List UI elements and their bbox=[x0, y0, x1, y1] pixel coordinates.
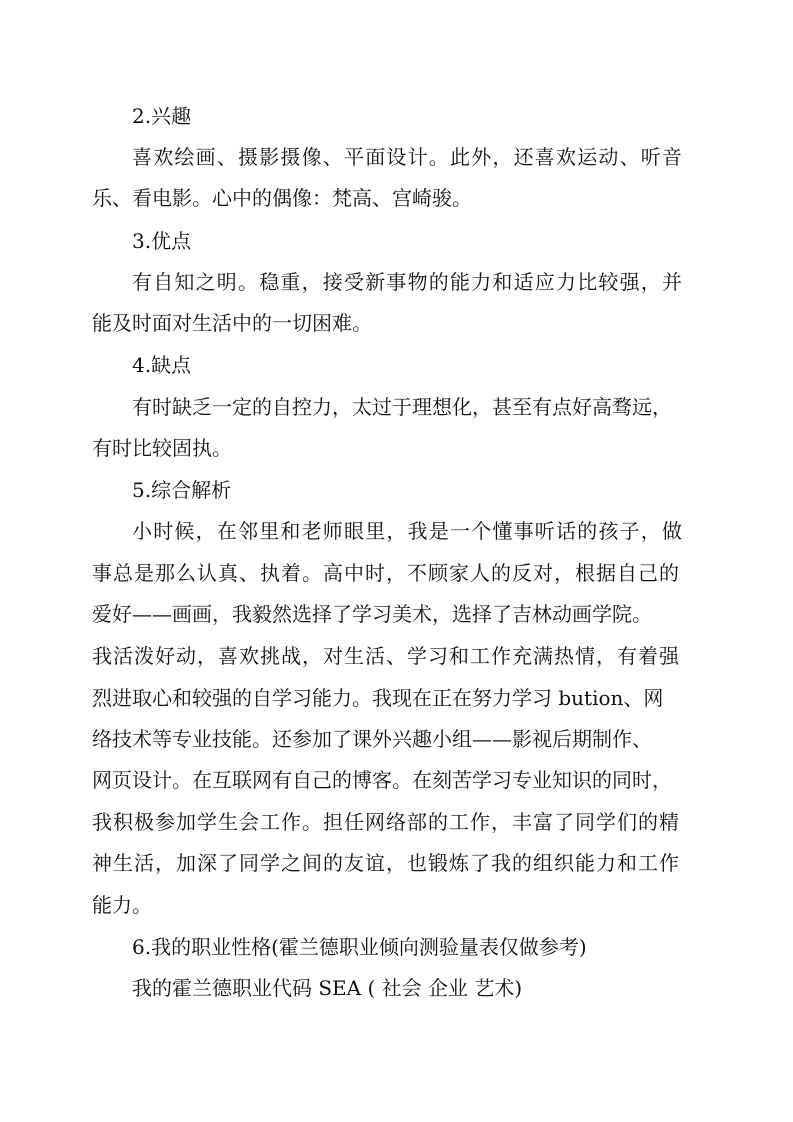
paragraph-line: 能力。 bbox=[92, 893, 152, 917]
section-heading-analysis: 5.综合解析 bbox=[132, 478, 232, 502]
paragraph-line: 喜欢绘画、摄影摄像、平面设计。此外，还喜欢运动、听音 bbox=[132, 145, 684, 169]
paragraph-line: 我活泼好动，喜欢挑战，对生活、学习和工作充满热情，有着强 bbox=[92, 644, 680, 668]
section-heading-weaknesses: 4.缺点 bbox=[132, 353, 192, 377]
paragraph-line: 爱好——画画，我毅然选择了学习美术，选择了吉林动画学院。 bbox=[92, 602, 652, 626]
section-heading-interests: 2.兴趣 bbox=[132, 104, 192, 128]
paragraph-line: 能及时面对生活中的一切困难。 bbox=[92, 311, 372, 335]
paragraph-line: 有时缺乏一定的自控力，太过于理想化，甚至有点好高骛远， bbox=[132, 395, 672, 419]
paragraph-line: 网页设计。在互联网有自己的博客。在刻苦学习专业知识的同时， bbox=[92, 768, 672, 792]
section-heading-strengths: 3.优点 bbox=[132, 229, 192, 253]
paragraph-line: 有时比较固执。 bbox=[92, 436, 232, 460]
paragraph-line: 神生活，加深了同学之间的友谊，也锻炼了我的组织能力和工作 bbox=[92, 851, 680, 875]
paragraph-line: 乐、看电影。心中的偶像：梵高、宫崎骏。 bbox=[92, 186, 472, 210]
paragraph-line: 络技术等专业技能。还参加了课外兴趣小组——影视后期制作、 bbox=[92, 727, 652, 751]
paragraph-line: 我的霍兰德职业代码 SEA ( 社会 企业 艺术) bbox=[132, 976, 523, 1000]
paragraph-line: 小时候，在邻里和老师眼里，我是一个懂事听话的孩子，做 bbox=[132, 519, 684, 543]
paragraph-line: 我积极参加学生会工作。担任网络部的工作，丰富了同学们的精 bbox=[92, 810, 680, 834]
paragraph-line: 有自知之明。稳重，接受新事物的能力和适应力比较强，并 bbox=[132, 270, 684, 294]
section-heading-career-personality: 6.我的职业性格(霍兰德职业倾向测验量表仅做参考) bbox=[132, 935, 587, 959]
paragraph-line: 事总是那么认真、执着。高中时，不顾家人的反对，根据自己的 bbox=[92, 561, 680, 585]
paragraph-line: 烈进取心和较强的自学习能力。我现在正在努力学习 bution、网 bbox=[92, 686, 664, 710]
